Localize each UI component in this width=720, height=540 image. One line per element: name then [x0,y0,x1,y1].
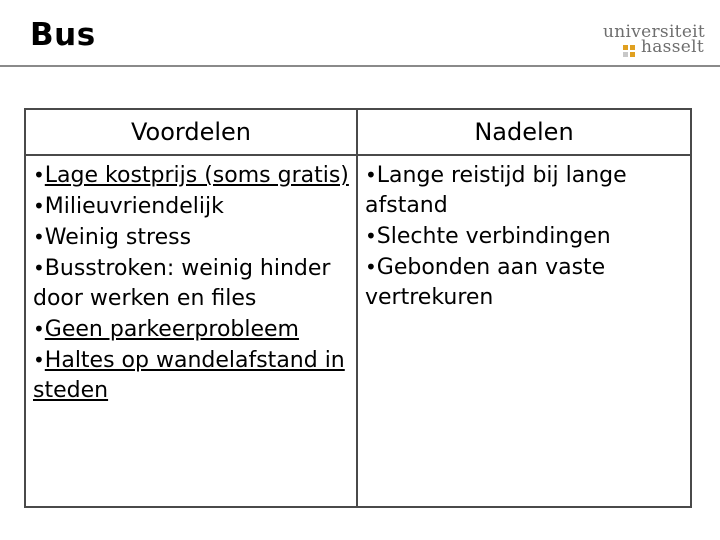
list-item-text: Weinig stress [44,225,192,250]
logo-accent-icon [603,42,639,58]
nadelen-cell [357,155,691,507]
list-item-text: Gebonden aan vaste vertrekuren [365,255,606,310]
logo-line-hasselt: hasselt [641,37,704,57]
slide-title: Bus [30,17,96,53]
table-header-row [25,109,691,155]
list-item-text[interactable]: Geen parkeerprobleem [44,317,299,342]
list-item-text[interactable]: Haltes op wandelafstand in steden [33,348,345,403]
list-item: •Milieuvriendelijk [33,194,224,219]
list-item-text: Milieuvriendelijk [44,194,224,219]
header-nadelen: Nadelen [357,109,691,155]
list-item: •Lange reistijd bij lange afstand [365,163,627,218]
list-item: •Lage kostprijs (soms gratis) [33,163,349,188]
list-item: •Haltes op wandelafstand in steden [33,348,345,403]
header-voordelen: Voordelen [25,109,357,155]
list-item: •Gebonden aan vaste vertrekuren [365,255,606,310]
list-item-text: Slechte verbindingen [376,224,611,249]
list-item-text[interactable]: Lage kostprijs (soms gratis) [44,163,349,188]
list-item: •Slechte verbindingen [365,224,611,249]
list-item-text: Busstroken: weinig hinder door werken en files [33,256,331,311]
university-logo [603,24,708,64]
voordelen-cell [25,155,357,507]
list-item: •Busstroken: weinig hinder door werken en files [33,256,331,311]
header-divider [0,65,720,67]
comparison-table [24,108,692,508]
logo-line-universiteit: universiteit [603,22,706,42]
list-item-text: Lange reistijd bij lange afstand [365,163,627,218]
list-item: •Geen parkeerprobleem [33,317,299,342]
list-item: •Weinig stress [33,225,192,250]
table-body-row [25,155,691,507]
